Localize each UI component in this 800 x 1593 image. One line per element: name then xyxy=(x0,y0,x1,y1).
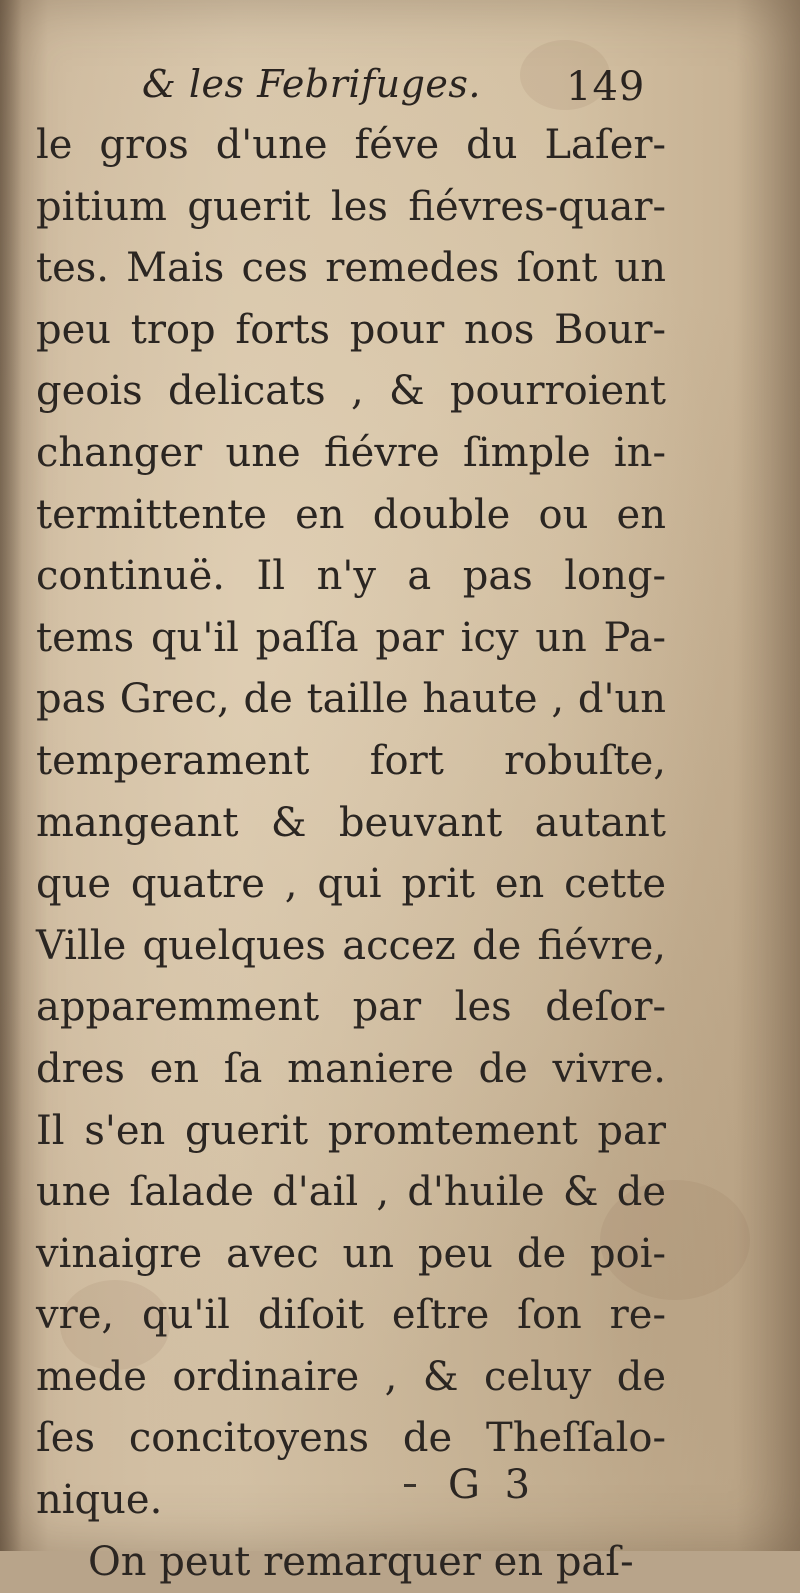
text-line: temperament fort robuſte, xyxy=(36,737,666,784)
text-line: nique. xyxy=(36,1477,163,1524)
text-line: apparemment par les deſor- xyxy=(36,984,666,1031)
text-line: On peut remarquer en paſ- xyxy=(88,1538,634,1585)
text-line: pitium guerit les fiévres-quar- xyxy=(36,183,666,230)
running-head: & les Febrifuges. xyxy=(142,62,481,106)
page-header xyxy=(0,62,800,122)
text-line: vre, qu'il diſoit eſtre ſon re- xyxy=(36,1292,666,1339)
text-line: geois delicats , & pourroient xyxy=(36,368,666,415)
text-line: termittente en double ou en xyxy=(36,491,666,538)
footer-dash xyxy=(404,1484,416,1487)
text-line: que quatre , qui prit en cette xyxy=(36,861,666,908)
text-line: le gros d'une féve du Laſer- xyxy=(36,122,666,168)
text-line: vinaigre avec un peu de poi- xyxy=(36,1230,666,1277)
text-line: peu trop forts pour nos Bour- xyxy=(36,306,666,353)
text-line: ſes concitoyens de Theſſalo- xyxy=(36,1415,666,1462)
text-line: tes. Mais ces remedes ſont un xyxy=(36,245,666,292)
spine-shadow xyxy=(0,0,22,1551)
text-line: une ſalade d'ail , d'huile & de xyxy=(36,1169,666,1216)
text-line: tems qu'il paſſa par icy un Pa- xyxy=(36,614,666,661)
signature-mark: G 3 xyxy=(448,1462,537,1508)
page-footer xyxy=(0,1462,800,1522)
text-line: Ville quelques accez de fiévre, xyxy=(36,922,666,969)
body-text xyxy=(36,115,666,1593)
page-number: 149 xyxy=(566,64,646,110)
text-line: pas Grec, de taille haute , d'un xyxy=(36,676,666,723)
text-line: dres en ſa maniere de vivre. xyxy=(36,1045,666,1092)
text-line: mede ordinaire , & celuy de xyxy=(36,1353,666,1400)
text-line: mangeant & beuvant autant xyxy=(36,799,666,846)
text-line: continuë. Il n'y a pas long- xyxy=(36,553,666,600)
text-line: Il s'en guerit promtement par xyxy=(36,1107,666,1154)
text-line: changer une fiévre ſimple in- xyxy=(36,429,666,476)
